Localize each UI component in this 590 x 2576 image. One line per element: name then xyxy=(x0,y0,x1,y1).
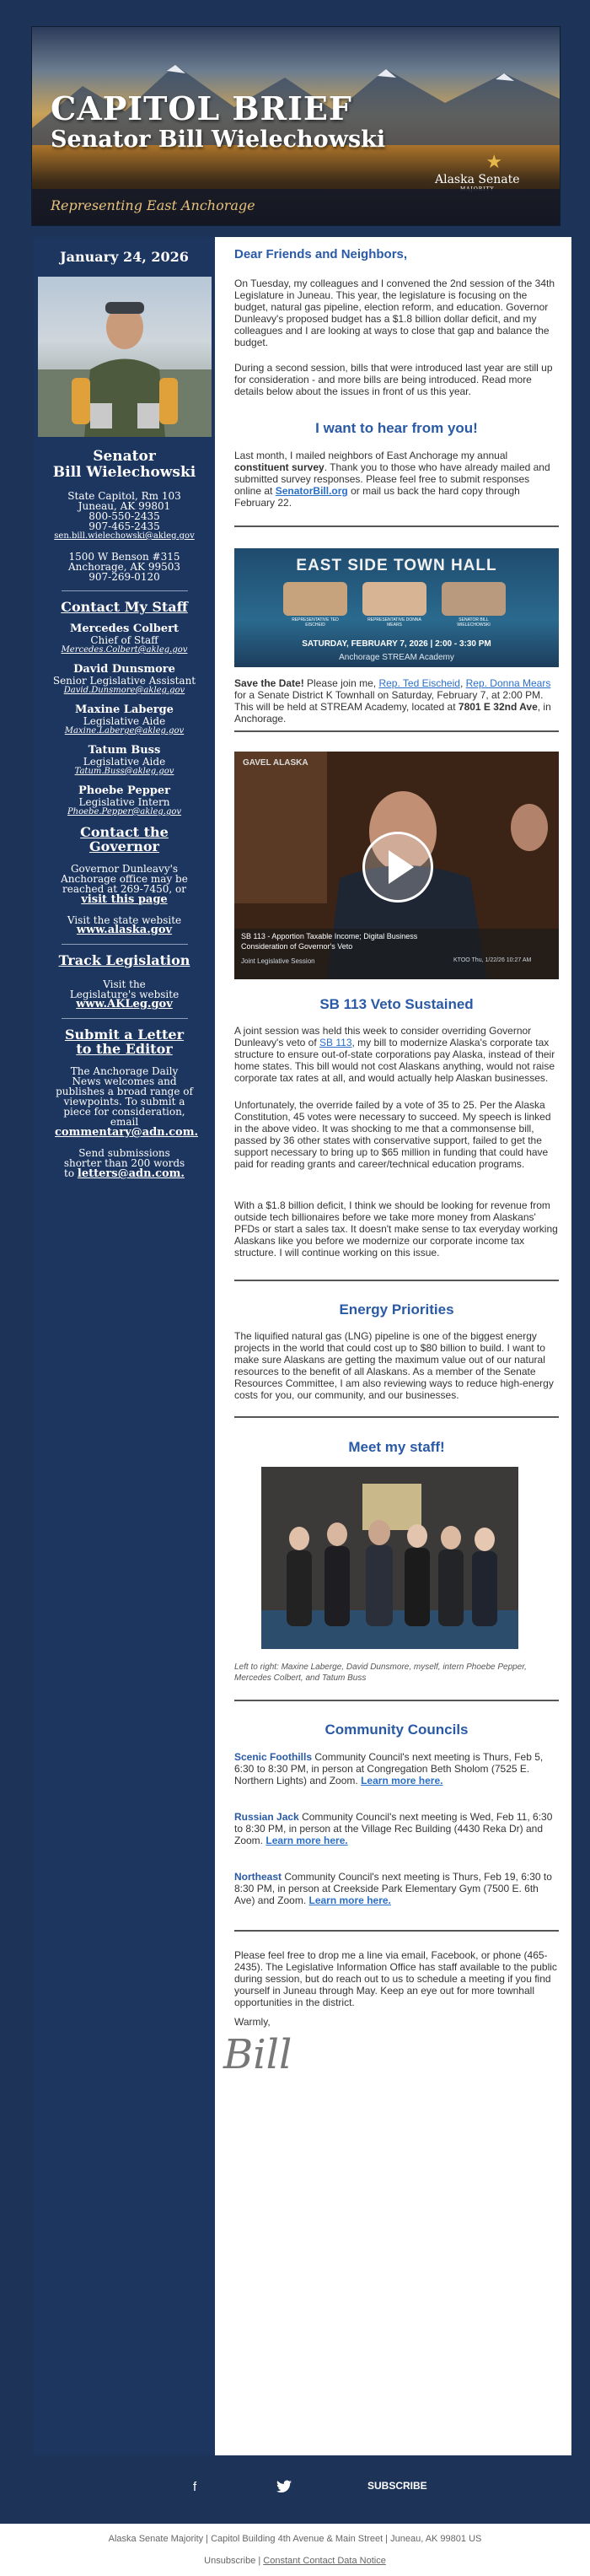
energy-paragraph: The liquified natural gas (LNG) pipeline is one of the biggest energy projects in the world that could cost up to $80 billion to build. I want to make sure Alaskans are getting the maximum value out of our natural resources to the benefit of all Alaskans. As a member of the Senate Resources Committee, I am also reviewing ways to reduce high-energy costs for you, our community, and our businesses. xyxy=(234,1330,554,1401)
track-block xyxy=(70,979,180,1010)
divider xyxy=(62,1018,188,1019)
veto-text-1: A joint session was held this week to consider overriding Governor Dunleavy's veto of xyxy=(234,1025,532,1048)
commentary-email-link[interactable]: commentary@adn.com. xyxy=(55,1126,199,1139)
senator-photo xyxy=(38,277,212,437)
staff-heading-main: Meet my staff! xyxy=(348,1439,445,1455)
council-item xyxy=(234,1811,559,1846)
staff-photo-caption: Left to right: Maxine Laberge, David Dunsmore, myself, intern Phoebe Pepper, Mercedes Colbert, and Tatum Buss xyxy=(234,1663,527,1683)
phone-line: 907-269-0120 xyxy=(88,571,160,583)
senate-majority-logo xyxy=(435,152,520,192)
survey-bold: constituent survey xyxy=(234,461,324,473)
phone-line: 907-465-2435 xyxy=(88,520,160,532)
footer xyxy=(0,2524,590,2576)
video-ticker: KTOO Thu, 1/22/26 10:27 AM xyxy=(453,957,532,963)
staff-name: Mercedes Colbert xyxy=(69,622,180,635)
section-divider xyxy=(234,1280,559,1281)
section-divider xyxy=(234,730,559,732)
video-caption-1: SB 113 - Apportion Taxable Income; Digital Business xyxy=(241,932,418,940)
track-text: Visit the Legislature's website xyxy=(69,978,180,1000)
council-text: Community Council's next meeting is Thurs, Feb 19, 6:30 to 8:30 PM, in person at Creekside Park Elementary Gym (7500 E. 6th Ave) and Zoom. xyxy=(234,1871,552,1906)
save-text-3: , in Anchorage. xyxy=(234,701,551,725)
energy-heading: Energy Priorities xyxy=(339,1301,454,1318)
warmly-text: Warmly, xyxy=(234,2016,271,2028)
staff-heading: Contact My Staff xyxy=(61,599,188,615)
letter-text-2: Send submissions shorter than 200 words to xyxy=(63,1147,185,1179)
townhall-name-2: REPRESENTATIVE DONNA MEARS xyxy=(367,617,421,628)
footer-address: Alaska Senate Majority | Capitol Building 4th Avenue & Main Street | Juneau, AK 99801 US xyxy=(108,2534,482,2544)
staff-name: David Dunsmore xyxy=(73,663,175,676)
anchorage-address xyxy=(34,552,215,582)
state-site-block xyxy=(34,915,215,935)
address-line: Juneau, AK 99801 xyxy=(78,500,171,512)
townhall-name-1: REPRESENTATIVE TED EISCHEID xyxy=(292,617,339,628)
intro-paragraph-2: During a second session, bills that were introduced last year are still up for consideration - and more bills are being introduced. Read more details below about the issues in front of us this year. xyxy=(234,362,553,397)
star-icon: ★ xyxy=(485,152,503,173)
intro-paragraph-1: On Tuesday, my colleagues and I convened the 2nd session of the 34th Legislature in Juneau. This year, the legislature is focusing on the budget, natural gas pipeline, election reform, and education. Governor Dunleavy's proposed budget has a $1.8 billion dollar deficit, and my colleagues and I are looking at ways to close that gap and balance the budget. xyxy=(234,278,555,348)
newsletter-date: January 24, 2026 xyxy=(60,249,189,265)
twitter-icon[interactable] xyxy=(276,2480,292,2497)
staff-member xyxy=(34,784,215,816)
veto-text-2: , my bill to modernize Alaska's corporate tax structure to ensure out-of-state corporations pay Alaska, instead of their home states. This bill would not cost Alaskans anything, would not raise corporate tax rates at all, and would actually help Alaskan businesses. xyxy=(234,1037,555,1084)
newsletter-title: CAPITOL BRIEF xyxy=(51,89,352,127)
phone-line: 800-550-2435 xyxy=(88,510,160,522)
play-icon[interactable] xyxy=(362,832,433,903)
letter-block-2 xyxy=(62,1148,188,1179)
rep-mears-link[interactable]: Rep. Donna Mears xyxy=(465,677,551,689)
veto-paragraph-3: With a $1.8 billion deficit, I think we should be looking for revenue from outside tech billionaires before we take more money from Alaskans' PFDs or start a sales tax. It doesn't make sense to tax everyday working Alaskans like you before we modernize our corporate income tax structure. I will continue working on this issue. xyxy=(234,1199,558,1258)
akleg-link[interactable]: www.AKLeg.gov xyxy=(76,998,173,1010)
section-divider xyxy=(234,1416,559,1418)
staff-email-link[interactable]: Maxine.Laberge@akleg.gov xyxy=(64,726,185,736)
staff-member xyxy=(34,663,215,695)
address-line: 1500 W Benson #315 xyxy=(68,551,180,563)
newsletter-subtitle: Senator Bill Wielechowski xyxy=(51,127,386,153)
letter-text: The Anchorage Daily News welcomes and publishes a broad range of viewpoints. To submit a piece for consideration, email xyxy=(56,1065,193,1128)
video-caption-2: Consideration of Governor's Veto xyxy=(241,942,353,951)
staff-photo-illustration xyxy=(261,1467,518,1649)
data-notice-link[interactable]: Constant Contact Data Notice xyxy=(263,2556,386,2566)
letters-email-link[interactable]: letters@adn.com. xyxy=(77,1167,185,1180)
council-item xyxy=(234,1751,559,1786)
staff-email-link[interactable]: Mercedes.Colbert@akleg.gov xyxy=(61,645,188,655)
staff-name: Tatum Buss xyxy=(88,744,161,757)
save-address-bold: 7801 E 32nd Ave xyxy=(458,701,538,713)
staff-role: Legislative Aide xyxy=(83,715,166,727)
senator-name-block xyxy=(34,449,215,481)
rep-eischeid-link[interactable]: Rep. Ted Eischeid xyxy=(378,677,460,689)
townhall-portraits xyxy=(278,582,514,633)
senator-label: Senator xyxy=(93,448,156,465)
state-site-text: Visit the state website xyxy=(67,914,182,926)
main-content xyxy=(215,237,571,2455)
townhall-name-3: SENATOR BILL WIELECHOWSKI xyxy=(457,617,491,628)
councils-heading: Community Councils xyxy=(324,1722,469,1738)
council-name: Scenic Foothills xyxy=(234,1751,313,1763)
council-learn-more-link[interactable]: Learn more here. xyxy=(308,1894,391,1906)
survey-text-3: or mail us back the hard copy through February 22. xyxy=(234,485,520,509)
survey-text-2: . Thank you to those who have already mailed and submitted survey responses. Please feel free to submit responses online at xyxy=(234,461,550,497)
staff-email-link[interactable]: Tatum.Buss@akleg.gov xyxy=(74,767,174,776)
council-text: Community Council's next meeting is Thurs, Feb 5, 6:30 to 8:30 PM, in person at Congregation Beth Sholom (7525 E. Northern Lights) and Zoom. xyxy=(234,1751,544,1786)
letter-block xyxy=(55,1065,199,1139)
senator-photo-illustration xyxy=(38,277,212,437)
signature: Bill xyxy=(223,2031,292,2078)
veto-paragraph-1 xyxy=(234,1025,559,1084)
header-banner xyxy=(31,26,560,226)
twitter-bird xyxy=(276,2480,292,2493)
subscribe-link[interactable]: SUBSCRIBE xyxy=(367,2480,427,2492)
survey-link[interactable]: SenatorBill.org xyxy=(275,485,348,497)
council-item xyxy=(234,1871,559,1906)
staff-member xyxy=(34,744,215,776)
staff-member xyxy=(34,703,215,736)
senator-name: Bill Wielechowski xyxy=(52,464,196,481)
save-the-date-paragraph: Save the Date! Please join me, Rep. Ted Eischeid, Rep. Donna Mears for a Senate District K Townhall on Saturday, February 7, at 2:00 PM. This will be held at STREAM Academy, located at 7801 E 32nd Ave, in Anchorage. xyxy=(234,677,551,725)
staff-name: Phoebe Pepper xyxy=(78,784,171,797)
letter-heading: Submit a Letter to the Editor xyxy=(64,1027,185,1057)
staff-photo xyxy=(261,1467,518,1649)
senate-logo-text: Alaska Senate xyxy=(435,173,520,186)
survey-paragraph xyxy=(234,450,559,509)
portrait-eischeid xyxy=(283,582,347,616)
survey-heading: I want to hear from you! xyxy=(315,420,478,436)
sidebar xyxy=(34,237,215,2455)
staff-role: Senior Legislative Assistant xyxy=(52,675,196,687)
council-learn-more-link[interactable]: Learn more here. xyxy=(361,1775,443,1786)
staff-member xyxy=(34,622,215,655)
state-site-link[interactable]: www.alaska.gov xyxy=(76,924,173,936)
council-learn-more-link[interactable]: Learn more here. xyxy=(266,1835,348,1846)
track-heading: Track Legislation xyxy=(58,952,190,968)
townhall-title: EAST SIDE TOWN HALL xyxy=(296,557,497,574)
facebook-icon[interactable]: f xyxy=(193,2480,197,2494)
staff-email-link[interactable]: David.Dunsmore@akleg.gov xyxy=(63,686,185,695)
council-text: Community Council's next meeting is Wed, Feb 11, 6:30 to 8:30 PM, in person at the Village Rec Building (4430 Reka Dr) and Zoom. xyxy=(234,1811,553,1846)
portrait-mears xyxy=(362,582,426,616)
video-brand: GAVEL ALASKA xyxy=(243,758,308,768)
veto-paragraph-2: Unfortunately, the override failed by a vote of 35 to 25. Per the Alaska Constitution, 45 votes were necessary to succeed. My speech is linked in the above video. It was shocking to me that a commonsense bill, passed by 36 other states with conservative support, failed to get the support necessary to bring up to $65 million in funding that could have paid for reading grants and career/technical education programs. xyxy=(234,1099,551,1170)
staff-name: Maxine Laberge xyxy=(75,703,174,716)
portrait-wielechowski xyxy=(442,582,506,616)
greeting: Dear Friends and Neighbors, xyxy=(234,247,408,261)
banner-tagline: Representing East Anchorage xyxy=(51,197,255,213)
save-text-2: for a Senate District K Townhall on Saturday, February 7, at 2:00 PM. This will be held at STREAM Academy, located at xyxy=(234,689,544,713)
video-caption-3: Joint Legislative Session xyxy=(241,957,315,965)
juneau-address xyxy=(34,491,215,542)
governor-link[interactable]: visit this page xyxy=(81,893,168,906)
staff-email-link[interactable]: Phoebe.Pepper@akleg.gov xyxy=(67,807,182,816)
speech-video[interactable] xyxy=(234,752,559,979)
unsubscribe-link[interactable]: Unsubscribe xyxy=(204,2556,256,2566)
governor-heading: Contact the Governor xyxy=(80,824,169,854)
governor-info: Governor Dunleavy's Anchorage office may be reached at 269-7450, or xyxy=(61,863,188,895)
section-divider xyxy=(234,1930,559,1932)
townhall-date: SATURDAY, FEBRUARY 7, 2026 | 2:00 - 3:30 PM xyxy=(302,639,491,649)
governor-text xyxy=(55,864,194,905)
save-the-date-bold: Save the Date! xyxy=(234,677,304,689)
section-divider xyxy=(234,525,559,527)
closing-paragraph: Please feel free to drop me a line via email, Facebook, or phone (465-2435). The Legislative Information Office has staff available to the public during session, but do reach out to us to schedule a meeting if you find yourself in Juneau through May. Keep an eye out for more townhall opportunities in the district. xyxy=(234,1949,557,2008)
council-name: Northeast xyxy=(234,1871,282,1883)
address-line: Anchorage, AK 99503 xyxy=(68,561,180,573)
senator-email-link[interactable]: sen.bill.wielechowski@akleg.gov xyxy=(54,531,195,541)
townhall-flyer[interactable] xyxy=(234,548,559,667)
staff-list xyxy=(34,622,215,816)
divider xyxy=(62,590,188,591)
address-line: State Capitol, Rm 103 xyxy=(67,490,181,502)
section-divider xyxy=(234,1700,559,1701)
divider xyxy=(62,944,188,945)
staff-role: Legislative Intern xyxy=(78,796,170,808)
play-triangle xyxy=(389,850,414,884)
staff-role: Chief of Staff xyxy=(90,634,158,646)
survey-text-1: Last month, I mailed neighbors of East Anchorage my annual xyxy=(234,450,508,461)
council-name: Russian Jack xyxy=(234,1811,299,1823)
townhall-venue: Anchorage STREAM Academy xyxy=(339,653,454,662)
veto-heading: SB 113 Veto Sustained xyxy=(319,996,474,1012)
footer-links: Unsubscribe | Constant Contact Data Notice xyxy=(204,2556,386,2566)
staff-role: Legislative Aide xyxy=(83,756,166,768)
sb113-link[interactable]: SB 113 xyxy=(319,1037,352,1048)
save-text-1: Please join me, xyxy=(307,677,377,689)
